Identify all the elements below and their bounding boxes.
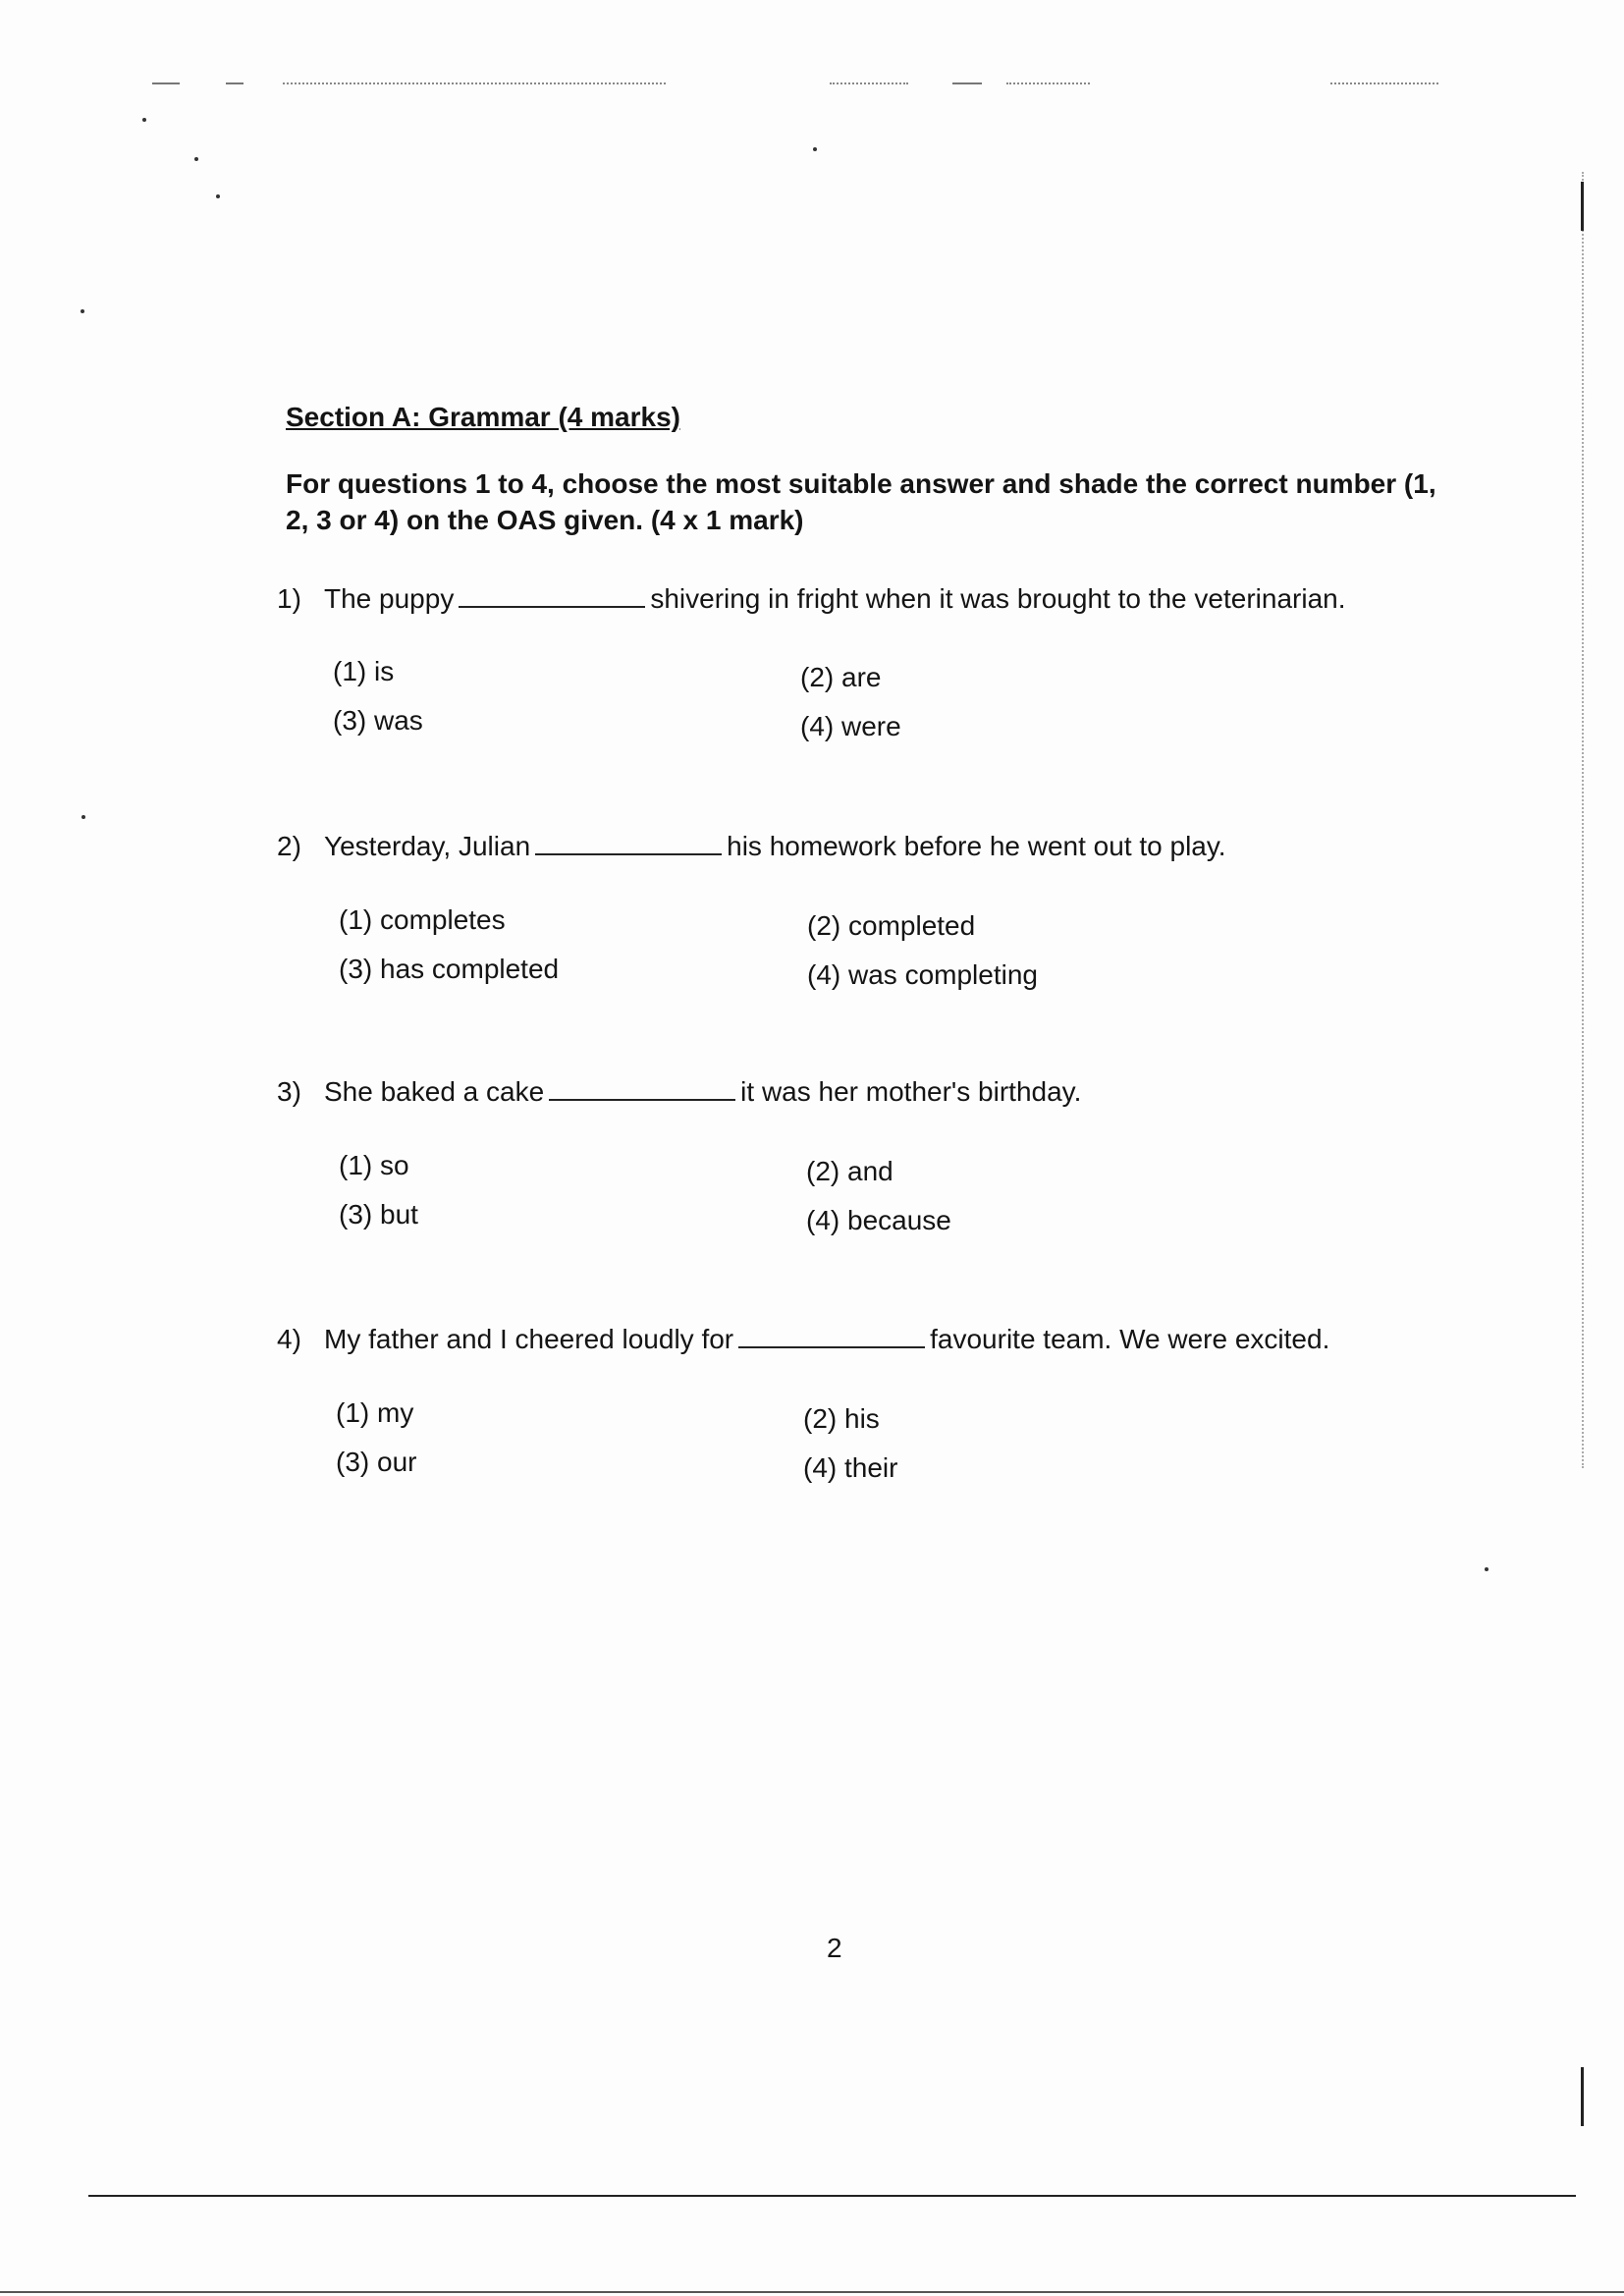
question-number: 2) [277,831,301,861]
scan-dotted-line [830,82,908,86]
answer-blank [549,1099,735,1101]
scan-speck [194,157,198,161]
scan-speck [81,815,85,819]
scan-speck [142,118,146,122]
option-4: (4) because [806,1205,951,1235]
option-2: (2) are [800,662,882,692]
question-4 [277,1324,1524,1355]
question-2 [277,831,1524,862]
scan-dotted-line [1330,82,1438,86]
scan-top-dashes [152,82,1507,86]
scan-speck [813,147,817,151]
scan-speck [81,309,84,313]
question-text-before: My father and I cheered loudly for [324,1324,734,1354]
answer-blank [535,853,722,855]
question-text-before: The puppy [324,583,455,614]
section-instructions: For questions 1 to 4, choose the most suitable answer and shade the correct number (1, 2, 3 or 4) on the OAS given. (4 x 1 mark) [286,468,1436,535]
option-4: (4) was completing [807,959,1038,990]
page-number: 2 [827,1933,842,1963]
option-3: (3) was [333,705,423,736]
question-text-after: his homework before he went out to play. [727,831,1226,861]
scan-dotted-line [283,82,666,86]
option-3: (3) our [336,1447,417,1477]
scan-speck [1485,1567,1489,1571]
question-1 [277,583,1524,615]
option-1: (1) my [336,1397,414,1428]
question-number: 1) [277,583,301,614]
question-number: 4) [277,1324,301,1354]
option-1: (1) so [339,1150,409,1180]
question-text-after: shivering in fright when it was brought to the veterinarian. [650,583,1346,614]
scan-right-edge-line [1582,172,1584,1468]
option-4: (4) their [803,1452,898,1483]
answer-blank [738,1346,925,1348]
scan-dash [226,82,244,84]
question-3 [277,1076,1524,1108]
option-3: (3) has completed [339,954,560,984]
question-text-after: it was her mother's birthday. [740,1076,1082,1107]
option-1: (1) is [333,656,395,686]
scan-speck [216,194,220,198]
scan-dash [952,82,982,84]
answer-blank [459,606,645,608]
question-text-after: favourite team. We were excited. [930,1324,1330,1354]
option-2: (2) his [803,1403,880,1434]
scan-bottom-rule [88,2195,1576,2197]
question-number: 3) [277,1076,301,1107]
question-text-before: She baked a cake [324,1076,545,1107]
scan-dotted-line [1006,82,1090,86]
scan-page-edge [0,2291,1624,2293]
scan-right-tick [1581,2067,1584,2126]
scan-dash [152,82,180,84]
option-4: (4) were [800,711,901,741]
scan-right-tick [1581,182,1584,231]
option-2: (2) and [806,1156,893,1186]
option-1: (1) completes [339,904,506,935]
question-text-before: Yesterday, Julian [324,831,531,861]
section-heading: Section A: Grammar (4 marks) [286,402,680,432]
option-2: (2) completed [807,910,976,941]
option-3: (3) but [339,1199,418,1230]
